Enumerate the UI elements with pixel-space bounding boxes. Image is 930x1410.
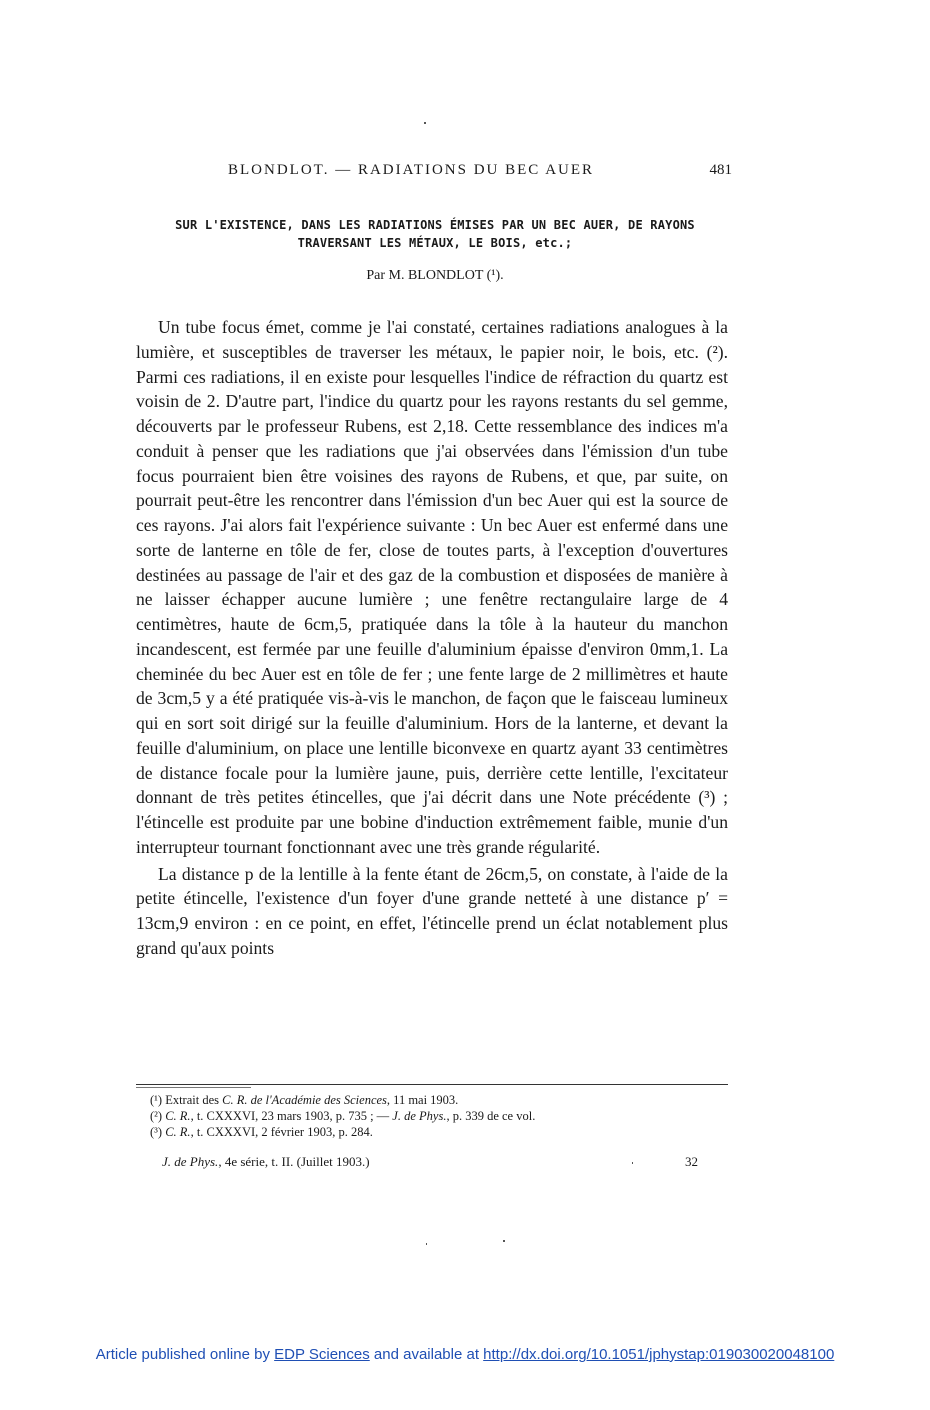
- journal-name: J. de Phys.: [162, 1154, 219, 1169]
- article-title-line-2: TRAVERSANT LES MÉTAUX, LE BOIS, etc.;: [297, 236, 573, 250]
- article-title-line-1: SUR L'EXISTENCE, DANS LES RADIATIONS ÉMISES PAR UN BEC AUER, DE RAYONS: [175, 218, 695, 232]
- page-number: 481: [709, 162, 732, 178]
- running-title: BLONDLOT. — RADIATIONS DU BEC AUER: [228, 162, 595, 178]
- footnote-3: [150, 1124, 720, 1140]
- running-header: [140, 162, 732, 184]
- journal-issue: , 4e série, t. II. (Juillet 1903.): [218, 1154, 370, 1169]
- footnote-text: Extrait des: [165, 1093, 223, 1107]
- footnote-text: , t. CXXXVI, 2 février 1903, p. 284.: [190, 1125, 373, 1139]
- footnotes: [150, 1092, 720, 1140]
- scan-speck: [426, 1243, 427, 1245]
- sheet-number: 32: [685, 1154, 698, 1169]
- body-text: [136, 315, 728, 961]
- publisher-link[interactable]: EDP Sciences: [274, 1346, 370, 1363]
- footnote-text: , p. 339 de ce vol.: [446, 1109, 536, 1123]
- footnote-rule: [136, 1084, 728, 1085]
- footnote-marker: (³): [150, 1125, 163, 1139]
- footnote-text: , 11 mai 1903.: [386, 1093, 459, 1107]
- journal-footer: [162, 1154, 698, 1170]
- footnote-text: , t. CXXXVI, 23 mars 1903, p. 735 ; —: [190, 1109, 393, 1123]
- footnote-source: C. R.: [165, 1125, 191, 1139]
- footnote-source: C. R.: [165, 1109, 191, 1123]
- footnote-marker: (¹): [150, 1093, 163, 1107]
- banner-prefix: Article published online by: [95, 1346, 275, 1363]
- publisher-banner: [0, 1346, 930, 1363]
- doi-link[interactable]: http://dx.doi.org/10.1051/jphystap:019030020048100: [483, 1346, 835, 1363]
- scan-speck: [503, 1240, 505, 1242]
- author-line: Par M. BLONDLOT (¹).: [366, 268, 504, 283]
- scan-speck: [424, 122, 426, 124]
- footnote-1: [150, 1092, 720, 1108]
- banner-middle: and available at: [369, 1346, 484, 1363]
- paragraph-2: La distance p de la lentille à la fente étant de 26cm,5, on constate, à l'aide de la petite étincelle, l'existence d'un foyer d'une grande netteté à une distance p′ = 13cm,9 environ : en ce point, en effet, l'étincelle prend un éclat notablement plus grand qu'aux points: [136, 863, 728, 958]
- footnote-2: [150, 1108, 720, 1124]
- scan-speck: [632, 1162, 633, 1164]
- footnote-source: C. R. de l'Académie des Sciences: [222, 1093, 387, 1107]
- footnote-rule-short: [136, 1087, 251, 1088]
- footnote-source: J. de Phys.: [392, 1109, 447, 1123]
- footnote-marker: (²): [150, 1109, 163, 1123]
- paragraph-1: Un tube focus émet, comme je l'ai constaté, certaines radiations analogues à la lumière, et susceptibles de traverser les métaux, le papier noir, le bois, etc. (²). Parmi ces radiations, il en existe pour lesquelles l'indice de réfraction du quartz est voisin de 2. D'autre part, l'indice du quartz pour les rayons restants du sel gemme, découverts par le professeur Rubens, est 2,18. Cette ressemblance des indices m'a conduit à penser que les radiations que j'ai observées dans l'émission d'un tube focus pourraient bien être voisines des rayons de Rubens, et que, par suite, on pourrait peut-être les rencontrer dans l'émission d'un bec Auer qui est la source de ces rayons. J'ai alors fait l'expérience suivante : Un bec Auer est enfermé dans une sorte de lanterne en tôle de fer, close de toutes parts, à l'exception d'ouvertures destinées au passage de l'air et des gaz de la combustion et disposées de manière à ne laisser échapper aucune lumière ; une fenêtre rectangulaire large de 4 centimètres, haute de 6cm,5, pratiquée dans la tôle à la hauteur du manchon incandescent, est fermée par une feuille d'aluminium épaisse d'environ 0mm,1. La cheminée du bec Auer est en tôle de fer ; une fente large de 2 millimètres et haute de 3cm,5 y a été pratiquée vis-à-vis le manchon, de façon que le faisceau lumineux qui en sort soit dirigé sur la feuille d'aluminium. Hors de la lanterne, et devant la feuille d'aluminium, on place une lentille biconvexe en quartz ayant 33 centimètres de distance focale pour la lumière jaune, puis, derrière cette lentille, l'excitateur donnant de très petites étincelles, que j'ai décrit dans une Note précédente (³) ; l'étincelle est produite par une bobine d'induction extrêmement faible, munie d'un interrupteur tournant fonctionnant avec une très grande régularité.: [136, 317, 728, 857]
- article-title: [130, 216, 740, 252]
